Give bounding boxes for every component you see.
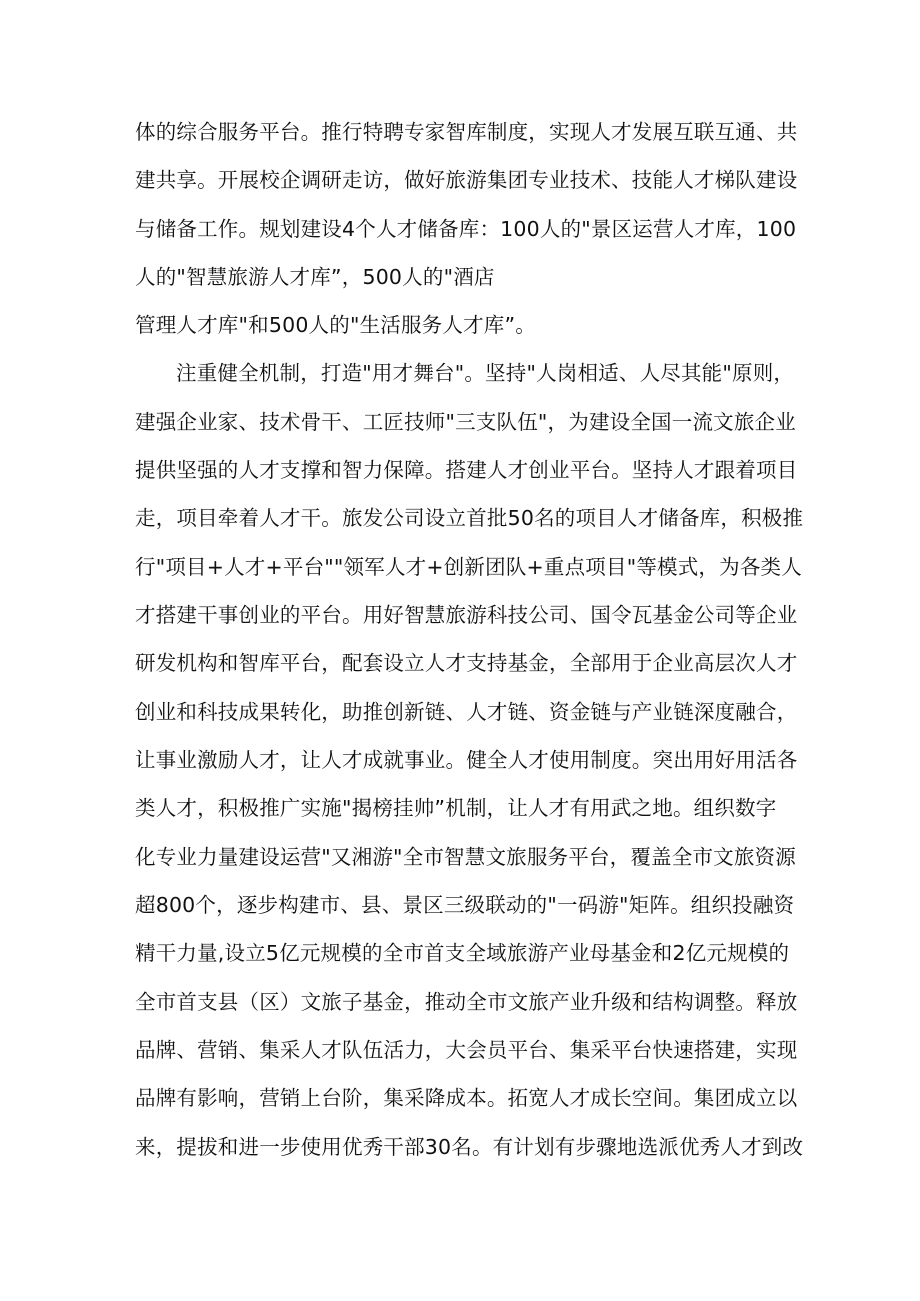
paragraph-2-line-2: 建强企业家、技术骨干、工匠技师"三支队伍"，为建设全国一流文旅企业 [135,410,796,434]
paragraph-2-line-7: 研发机构和智库平台，配套设立人才支持基金，全部用于企业高层次人才 [135,651,798,675]
paragraph-2-line-8: 创业和科技成果转化，助推创新链、人才链、资金链与产业链深度融合， [135,700,798,724]
paragraph-2-line-6: 才搭建干事创业的平台。用好智慧旅游科技公司、国令瓦基金公司等企业 [135,603,798,627]
paragraph-2-line-1: 注重健全机制，打造"用才舞台"。坚持"人岗相适、人尽其能"原则， [176,361,795,385]
paragraph-2-line-10: 类人才，积极推广实施"揭榜挂帅”机制，让人才有用武之地。组织数字 [135,796,777,820]
paragraph-1-line-1: 体的综合服务平台。推行特聘专家智库制度，实现人才发展互联互通、共 [135,120,798,144]
paragraph-2-line-3: 提供坚强的人才支撑和智力保障。搭建人才创业平台。坚持人才跟着项目 [135,458,798,482]
paragraph-1-line-2: 建共享。开展校企调研走访，做好旅游集团专业技术、技能人才梯队建设 [135,168,798,192]
paragraph-2-line-16: 品牌有影响，营销上台阶，集采降成本。拓宽人才成长空间。集团成立以 [135,1086,798,1110]
paragraph-2-line-13: 精干力量,设立5亿元规模的全市首支全域旅游产业母基金和2亿元规模的 [135,941,790,965]
paragraph-2-line-4: 走，项目牵着人才干。旅发公司设立首批50名的项目人才储备库，积极推 [135,506,804,530]
paragraph-2-line-17: 来，提拔和进一步使用优秀干部30名。有计划有步骤地选派优秀人才到改 [135,1135,804,1159]
paragraph-2-line-12: 超800个，逐步构建市、县、景区三级联动的"一码游"矩阵。组织投融资 [135,893,795,917]
paragraph-2-line-11: 化专业力量建设运营"又湘游"全市智慧文旅服务平台，覆盖全市文旅资源 [135,845,796,869]
paragraph-1-line-3: 与储备工作。规划建设4个人才储备库：100人的"景区运营人才库，100 [135,217,797,241]
paragraph-2-line-14: 全市首支县（区）文旅子基金，推动全市文旅产业升级和结构调整。释放 [135,990,798,1014]
paragraph-2-line-15: 品牌、营销、集采人才队伍活力，大会员平台、集采平台快速搭建，实现 [135,1038,798,1062]
paragraph-1-line-5: 管理人才库"和500人的"生活服务人才库”。 [135,313,537,337]
paragraph-2-line-9: 让事业激励人才，让人才成就事业。健全人才使用制度。突出用好用活各 [135,748,798,772]
paragraph-1-line-4: 人的"智慧旅游人才库”，500人的"酒店 [135,265,495,289]
paragraph-2-line-5: 行"项目+人才+平台""领军人才+创新团队+重点项目"等模式，为各类人 [135,555,802,579]
